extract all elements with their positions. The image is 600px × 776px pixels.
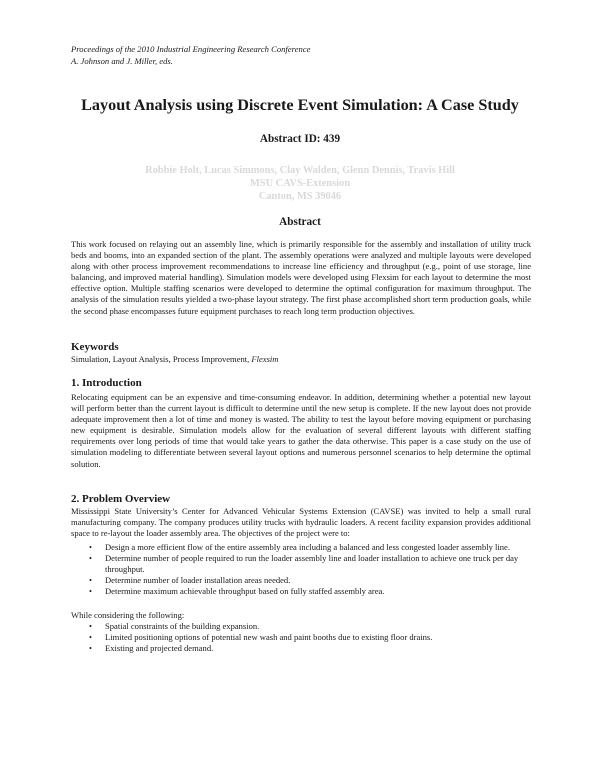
keywords-list: Simulation, Layout Analysis, Process Improvement, <box>71 354 252 364</box>
proceedings-line: Proceedings of the 2010 Industrial Engineering Research Conference <box>71 44 311 54</box>
author-block <box>0 164 600 203</box>
author-location: Canton, MS 39046 <box>258 191 342 202</box>
abstract-heading: Abstract <box>279 216 321 228</box>
abstract-text: This work focused on relaying out an assembly line, which is primarily responsible for the assembly and installation of utility truck beds and booms, into an expanded section of the plant. The assembly operations were analyzed and multiple layouts were developed along with other process improvement recommendations to increase line efficiency and throughput (e.g., point of use storage, line balancing, and improved material handling). Simulation models were developed using Flexsim for each layout to determine the most effective option. Multiple staffing scenarios were developed to determine the optimal configuration for maximum throughput. The analysis of the simulation results yielded a two-phase layout strategy. The first phase accomplished short term production goals, while the second phase encompasses future equipment purchases to reach long term production objectives. <box>71 239 531 316</box>
list-item <box>71 621 531 632</box>
bullet-glyph: • <box>89 542 92 552</box>
bullet-glyph: • <box>89 575 92 586</box>
problem-heading: 2. Problem Overview <box>71 493 171 505</box>
list-item <box>71 586 531 597</box>
author-affiliation: MSU CAVS-Extension <box>250 178 350 189</box>
constraint-text: Spatial constraints of the building expansion. <box>105 621 260 631</box>
objectives-list <box>71 542 531 597</box>
bullet-glyph: • <box>89 621 92 631</box>
bullet-glyph: • <box>89 586 92 597</box>
keywords-text <box>71 354 278 365</box>
objective-text: Determine number of people required to run the loader assembly line and loader installation to achieve one truck per day throughput. <box>105 553 519 575</box>
abstract-id: Abstract ID: 439 <box>259 133 341 145</box>
list-item <box>71 643 531 654</box>
constraint-text: Limited positioning options of potential new wash and paint booths due to existing floor drains. <box>105 632 433 643</box>
keywords-italic: Flexsim <box>251 354 279 364</box>
list-item <box>71 575 531 586</box>
problem-text: Mississippi State University’s Center for Advanced Vehicular Systems Extension (CAVSE) was invited to help a small rural manufacturing company. The company produces utility trucks with hydraulic loaders. A recent facility expansion provides additional space to re-layout the loader assembly area. The objectives of the project were to: <box>71 506 531 539</box>
objective-text: Design a more efficient flow of the entire assembly area including a balanced and less congested loader assembly line. <box>105 542 510 552</box>
bullet-glyph: • <box>89 553 92 564</box>
introduction-heading: 1. Introduction <box>71 377 142 389</box>
objective-text: Determine number of loader installation areas needed. <box>105 575 291 586</box>
bullet-glyph: • <box>89 643 92 654</box>
considering-text: While considering the following: <box>71 610 185 620</box>
author-names: Robbie Holt, Lucas Simmons, Clay Walden, Glenn Dennis, Travis Hill <box>145 165 455 176</box>
objective-text: Determine maximum achievable throughput based on fully staffed assembly area. <box>105 586 385 597</box>
list-item <box>71 632 531 643</box>
list-item <box>71 542 531 553</box>
paper-title: Layout Analysis using Discrete Event Simulation: A Case Study <box>81 96 519 114</box>
keywords-heading: Keywords <box>71 341 119 353</box>
editors-line: A. Johnson and J. Miller, eds. <box>71 56 173 66</box>
list-item <box>71 553 531 575</box>
constraints-list <box>71 621 531 654</box>
introduction-text: Relocating equipment can be an expensive and time-consuming endeavor. In addition, determining whether a potential new layout will perform better than the current layout is difficult to determine until the new setup is complete. If the new layout does not provide adequate improvement then a lot of time and money is wasted. The ability to test the layout before moving equipment or purchasing new equipment is desirable. Simulation models allow for the evaluation of several different layouts with different staffing requirements over long periods of time that would take years to gather the data otherwise. This paper is a case study on the use of simulation modeling to differentiate between several layout options and numerous personnel scenarios to help determine the optimal solution. <box>71 392 531 469</box>
bullet-glyph: • <box>89 632 92 643</box>
constraint-text: Existing and projected demand. <box>105 643 214 654</box>
